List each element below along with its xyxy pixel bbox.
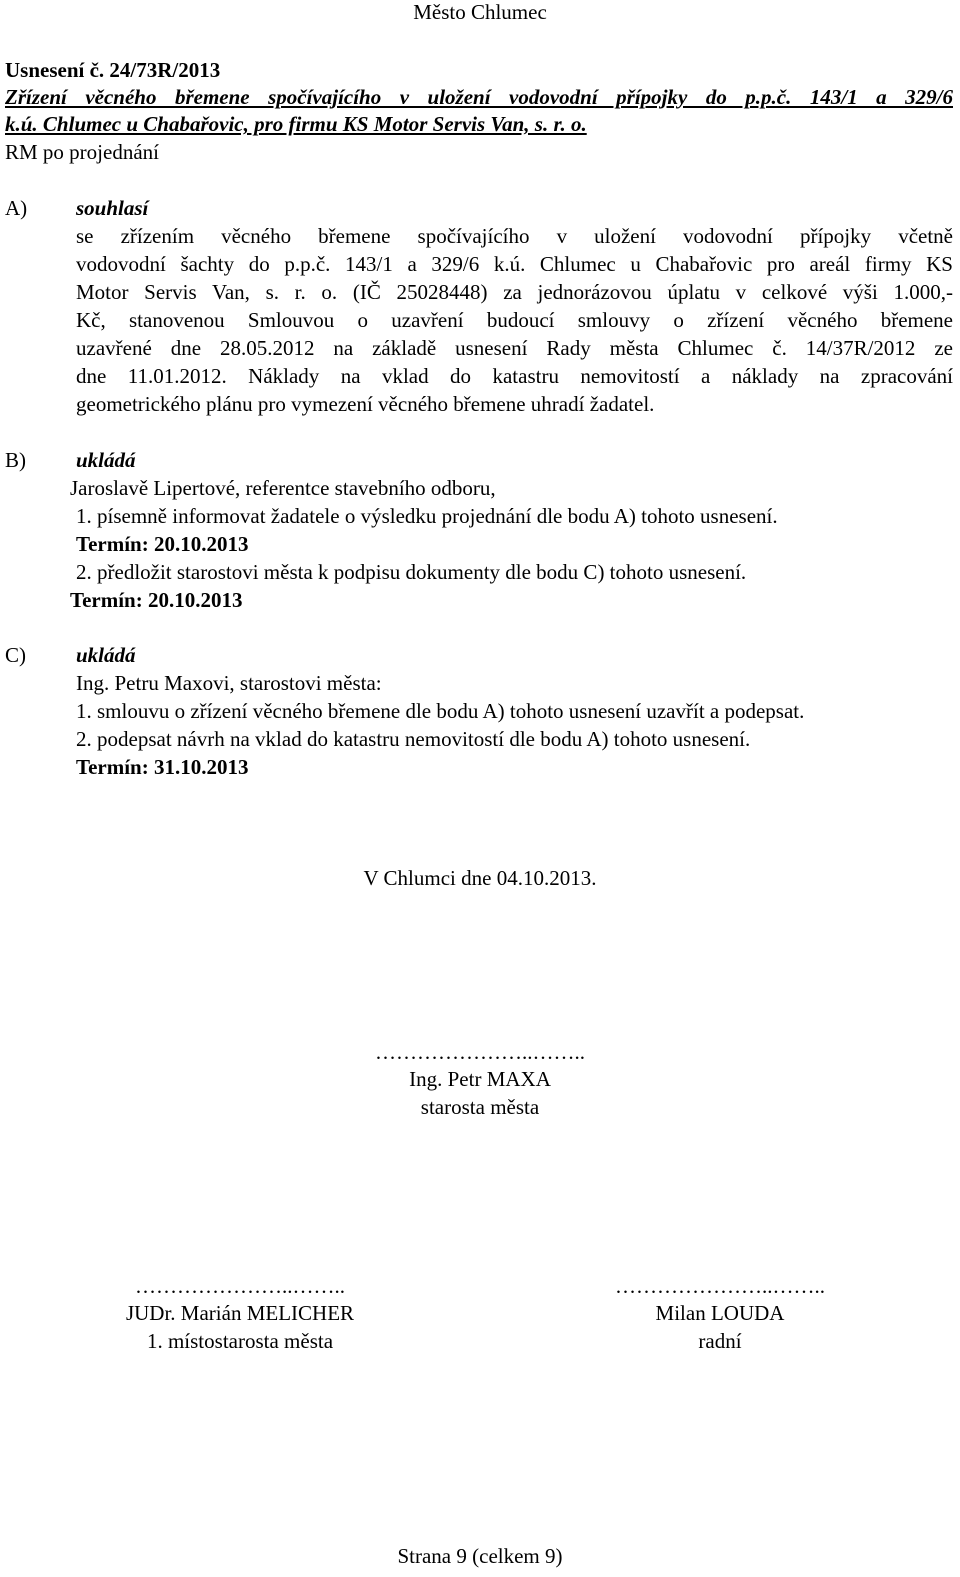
section-b-label: B) [5,448,26,472]
resolution-number: Usnesení č. 24/73R/2013 [5,58,221,82]
signature-line-mayor: …………………..…….. [375,1040,585,1064]
section-a-verb: souhlasí [76,196,149,220]
section-c-verb: ukládá [76,643,136,667]
signature-name-deputy: JUDr. Marián MELICHER [125,1301,355,1325]
section-b-deadline-1: Termín: 20.10.2013 [76,532,249,556]
section-c-deadline: Termín: 31.10.2013 [76,755,249,779]
section-b-item-1: 1. písemně informovat žadatele o výsledku projednání dle bodu A) tohoto usnesení. [76,504,778,528]
page-header: Město Chlumec [413,0,547,24]
section-b-verb: ukládá [76,448,136,472]
section-c-item-2: 2. podepsat návrh na vklad do katastru nemovitostí dle bodu A) tohoto usnesení. [76,727,751,751]
section-a-label: A) [5,196,28,220]
signature-role-councillor: radní [698,1329,742,1353]
section-a-line: dne 11.01.2012. Náklady na vklad do katastru nemovitostí a náklady na zpracování [76,364,953,388]
signature-line-councillor: …………………..…….. [615,1274,825,1298]
place-date: V Chlumci dne 04.10.2013. [363,866,597,890]
section-a-line: uzavřené dne 28.05.2012 na základě usnesení Rady města Chlumec č. 14/37R/2012 ze [76,336,953,360]
signature-name-mayor: Ing. Petr MAXA [409,1067,551,1091]
section-b-addressee: Jaroslavě Lipertové, referentce stavebního odboru, [70,476,496,500]
section-a-line: se zřízením věcného břemene spočívajícího v uložení vodovodní přípojky včetně [76,224,953,248]
signature-role-deputy: 1. místostarosta města [146,1329,334,1353]
subject-line-2: k.ú. Chlumec u Chabařovic, pro firmu KS Motor Servis Van, s. r. o. [5,112,587,136]
section-a-line: Motor Servis Van, s. r. o. (IČ 25028448) za jednorázovou úplatu v celkové výši 1.000,- [76,280,953,304]
subject-line-1: Zřízení věcného břemene spočívajícího v uložení vodovodní přípojky do p.p.č. 143/1 a 329/6 [5,85,953,109]
section-b-deadline-2: Termín: 20.10.2013 [70,588,243,612]
intro-text: RM po projednání [5,140,159,164]
section-c-addressee: Ing. Petru Maxovi, starostovi města: [76,671,382,695]
section-a-line: Kč, stanovenou Smlouvou o uzavření budoucí smlouvy o zřízení věcného břemene [76,308,953,332]
section-a-line: vodovodní šachty do p.p.č. 143/1 a 329/6 k.ú. Chlumec u Chabařovic pro areál firmy KS [76,252,953,276]
section-c-item-1: 1. smlouvu o zřízení věcného břemene dle bodu A) tohoto usnesení uzavřít a podepsat. [76,699,805,723]
section-a-line: geometrického plánu pro vymezení věcného břemene uhradí žadatel. [76,392,655,416]
signature-line-deputy: …………………..…….. [135,1274,345,1298]
section-b-item-2: 2. předložit starostovi města k podpisu dokumenty dle bodu C) tohoto usnesení. [76,560,747,584]
signature-name-councillor: Milan LOUDA [655,1301,785,1325]
page-footer: Strana 9 (celkem 9) [397,1544,563,1568]
signature-role-mayor: starosta města [420,1095,540,1119]
section-c-label: C) [5,643,26,667]
